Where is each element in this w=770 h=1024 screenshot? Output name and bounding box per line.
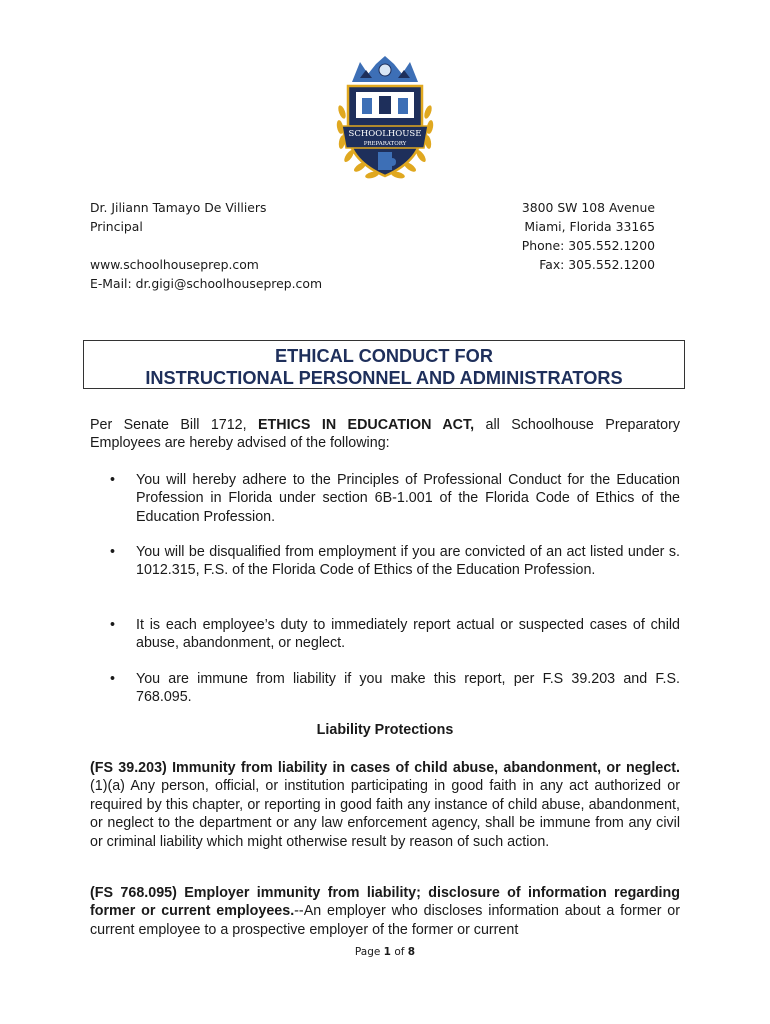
logo-line1: SCHOOLHOUSE [348,129,422,139]
footer-middle: of [390,946,408,958]
bullet-text: It is each employee’s duty to immediately report actual or suspected cases of child abuse, abandonment, or neglect. [136,617,680,652]
fs39203-heading: (FS 39.203) Immunity from liability in cases of child abuse, abandonment, or neglect. [90,760,680,776]
list-item [110,670,680,707]
fs768095-paragraph [90,884,680,939]
mascot-icon [352,56,418,82]
list-item [110,471,680,526]
fs39203-text: (1)(a) Any person, official, or institution participating in good faith in any act authorized or required by this chapter, or reporting in good faith any instance of child abuse, abandonment, or neglect to the department or any law enforcement agency, shall be immune from any civil or criminal liability which might otherwise result by reason of such action. [90,778,680,850]
fax-number: Fax: 305.552.1200 [539,257,655,272]
list-item [110,616,680,653]
address-street: 3800 SW 108 Avenue [521,200,655,215]
fs768095-text: --An employer who discloses information about a former or current employee to a prospective employer of the former or current [90,903,680,938]
bullet-icon: • [110,617,116,633]
document-title [83,340,685,389]
intro-paragraph [90,416,680,453]
page-number [0,946,770,958]
bullet-text: You will be disqualified from employment if you are convicted of an act listed under s. 1012.315, F.S. of the Florida Code of Ethics of the Education Profession. [136,544,680,579]
footer-total-pages: 8 [407,946,416,958]
bullet-icon: • [110,472,116,488]
email-link[interactable]: E-Mail: dr.gigi@schoolhouseprep.com [90,276,323,291]
website-link[interactable]: www.schoolhouseprep.com [90,257,259,272]
principal-contact [90,198,322,293]
principal-role: Principal [90,219,143,234]
principal-name: Dr. Jiliann Tamayo De Villiers [90,200,267,215]
footer-current-page: 1 [383,946,391,958]
title-line1: ETHICAL CONDUCT FOR [275,346,493,366]
intro-prefix: Per Senate Bill 1712, [90,417,259,433]
title-line2: INSTRUCTIONAL PERSONNEL AND ADMINISTRATORS [145,368,623,388]
bullet-text: You will hereby adhere to the Principles of Professional Conduct for the Education Profession in Florida under section 6B-1.001 of the Florida Code of Ethics of the Education Profession. [136,472,680,525]
act-name: ETHICS IN EDUCATION ACT, [258,417,475,433]
bullet-icon: • [110,671,116,687]
phone-number: Phone: 305.552.1200 [521,238,655,253]
address-city: Miami, Florida 33165 [524,219,655,234]
fs768095-heading: (FS 768.095) Employer immunity from liability; disclosure of information regarding former or current employees. [90,885,680,920]
intro-suffix: all Schoolhouse Preparatory Employees are hereby advised of the following: [90,417,680,452]
logo-line2: PREPARATORY [363,141,407,147]
bullet-icon: • [110,544,116,560]
bullet-text: You are immune from liability if you make this report, per F.S 39.203 and F.S. 768.095. [136,671,680,706]
fs39203-paragraph [90,759,680,851]
section-heading: Liability Protections [316,722,454,738]
school-address [522,198,655,274]
school-crest-logo [332,52,438,186]
footer-prefix: Page [354,946,384,958]
list-item [110,543,680,580]
